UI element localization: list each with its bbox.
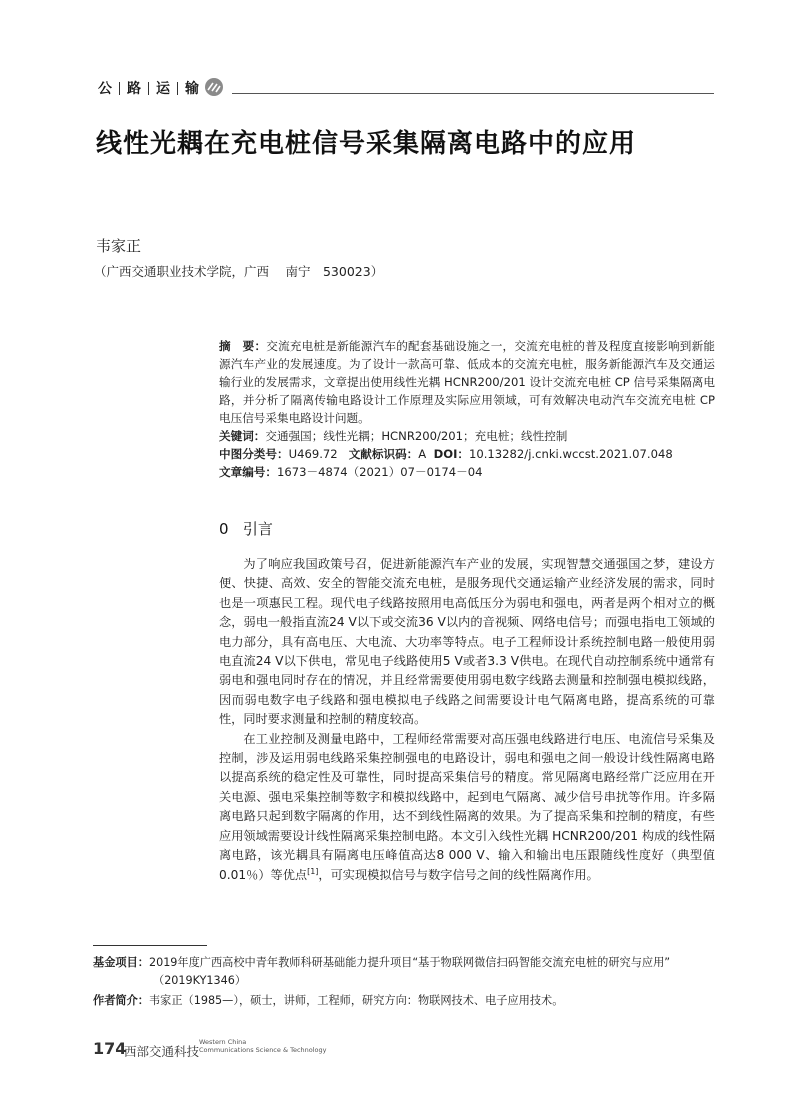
section-divider: [119, 82, 120, 95]
section-char: 路: [127, 81, 141, 97]
article-number-label: 文章编号：: [219, 465, 277, 479]
section-char: 公: [98, 81, 112, 97]
article-number-line: [219, 463, 715, 481]
footnote-rule: [93, 945, 207, 946]
bio-text: 韦家正（1985—），硕士，讲师，工程师，研究方向：物联网技术、电子应用技术。: [148, 994, 564, 1007]
abstract-label: 摘 要：: [219, 339, 267, 353]
article-title: 线性光耦在充电桩信号采集隔离电路中的应用: [96, 129, 637, 159]
section-label: [98, 78, 199, 98]
paragraph-text: ，可实现模拟信号与数字信号之间的线性隔离作用。: [318, 867, 599, 882]
funding-code: （2019KY1346）: [153, 974, 247, 987]
author-name: 韦家正: [96, 237, 142, 255]
page-number: 174: [93, 1039, 127, 1058]
author-affiliation: （广西交通职业技术学院，广西 南宁 530023）: [94, 264, 384, 279]
doc-code-value: A: [418, 447, 427, 461]
keywords-line: [219, 427, 715, 445]
journal-name-cn: 西部交通科技: [124, 1044, 200, 1059]
clc-value: U469.72: [288, 447, 338, 461]
section-title: 引言: [242, 520, 273, 538]
body-text: [219, 555, 715, 885]
abstract-text: 交流充电桩是新能源汽车的配套基础设施之一，交流充电桩的普及程度直接影响到新能源汽车产业的发展速度。为了设计一款高可靠、低成本的交流充电桩，服务新能源汽车及交通运输行业的发展需求，文章提出使用线性光耦 HCNR200/201 设计交流充电桩 CP 信号采集隔离电路，并分析了隔离传输电路设计工作原理及实际应用领域，可有效解决电动汽车交流充电桩 CP 电压信号采集电路设计问题。: [219, 339, 715, 425]
doi-label: DOI：: [433, 447, 469, 461]
body-paragraph: [219, 730, 715, 885]
paragraph-text: 在工业控制及测量电路中，工程师经常需要对高压强电线路进行电压、电流信号采集及控制，涉及运用弱电线路采集控制强电的电路设计，弱电和强电之间一般设计线性隔离电路以提高系统的稳定性及可靠性，同时提高采集信号的精度。常见隔离电路经常广泛应用在开关电源、强电采集控制等数字和模拟线路中，起到电气隔离、减少信号串扰等作用。许多隔离电路只起到数字隔离的作用，达不到线性隔离的效果。为了提高采集和控制的精度，有些应用领域需要设计线性隔离采集控制电路。本文引入线性光耦 HCNR200/201 构成的线性隔离电路，该光耦具有隔离电压峰值高达8 000 V、输入和输出电压跟随线性度好（典型值0.01％）等优点: [219, 731, 715, 882]
bio-label: 作者简介：: [93, 994, 149, 1007]
keywords-label: 关键词：: [219, 429, 266, 443]
section-divider: [177, 82, 178, 95]
clc-label: 中图分类号：: [219, 447, 289, 461]
header-rule: [232, 93, 714, 94]
journal-emblem-icon: [204, 77, 224, 97]
section-char: 输: [185, 81, 199, 97]
abstract-paragraph: [219, 337, 715, 427]
author-bio-note: [93, 992, 563, 1008]
classification-line: [219, 445, 715, 463]
doi-value: 10.13282/j.cnki.wccst.2021.07.048: [468, 447, 673, 461]
journal-name-en-line: Communications Science & Technology: [199, 1046, 327, 1054]
funding-label: 基金项目：: [93, 956, 149, 969]
journal-name-en-line: Western China: [199, 1038, 247, 1046]
abstract-block: [219, 337, 715, 481]
section-number: 0: [219, 520, 229, 538]
funding-text: 2019年度广西高校中青年教师科研基础能力提升项目“基于物联网微信扫码智能交流充电桩的研究与应用”: [148, 956, 671, 969]
journal-name-en: [199, 1038, 327, 1054]
section-heading: [219, 518, 273, 539]
section-char: 运: [156, 81, 170, 97]
funding-note: [93, 954, 715, 990]
body-paragraph: 为了响应我国政策号召，促进新能源汽车产业的发展，实现智慧交通强国之梦，建设方便、快捷、高效、安全的智能交流充电桩，是服务现代交通运输产业经济发展的需求，同时也是一项惠民工程。现代电子线路按照用电高低压分为弱电和强电，两者是两个相对立的概念，弱电一般指直流24 V以下或交流36 V以内的音视频、网络电信号；而强电指电工领域的电力部分，具有高电压、大电流、大功率等特点。电子工程师设计系统控制电路一般使用弱电直流24 V以下供电，常见电子线路使用5 V或者3.3 V供电。在现代自动控制系统中通常有弱电和强电同时存在的情况，并且经常需要使用弱电数字线路去测量和控制强电模拟线路，因而弱电数字电子线路和强电模拟电子线路之间需要设计电气隔离电路，提高系统的可靠性，同时要求测量和控制的精度较高。: [219, 557, 715, 727]
article-number-value: 1673－4874（2021）07－0174－04: [276, 465, 483, 479]
doc-code-label: 文献标识码：: [348, 447, 419, 461]
citation-ref[interactable]: [1]: [307, 866, 319, 876]
keywords-text: 交通强国；线性光耦；HCNR200/201；充电桩；线性控制: [265, 429, 568, 443]
section-divider: [148, 82, 149, 95]
